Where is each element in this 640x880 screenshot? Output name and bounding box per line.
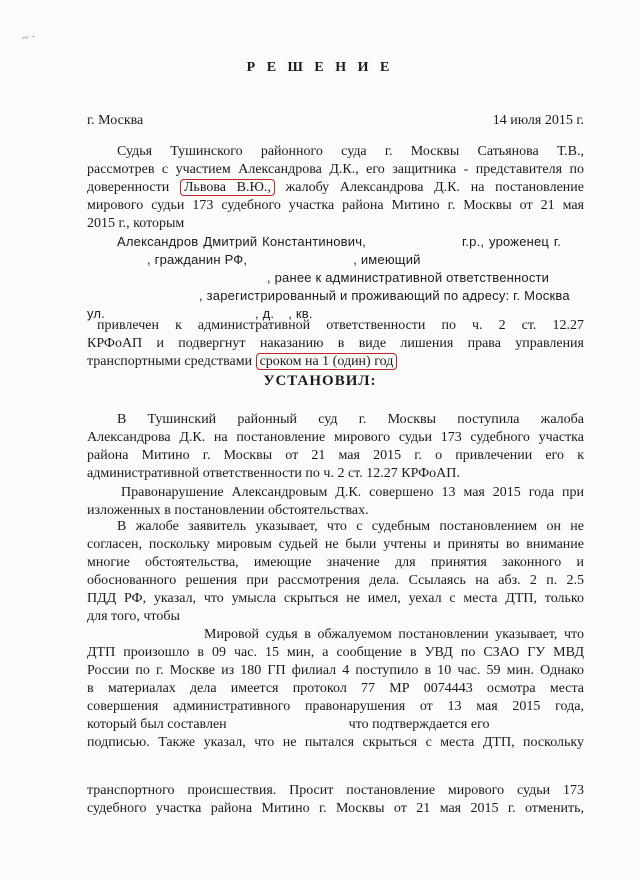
text-line: административной ответственности по ч. 2 ст. 12.27 КРФоАП. [87,466,460,481]
text-line [87,269,584,287]
text-line [87,251,584,269]
text-fragment: , имеющий [353,252,421,267]
highlighted-term: сроком на 1 (один) год [256,353,398,370]
text-fragment: г.р., уроженец г. [462,234,562,249]
body-paragraph-1 [87,411,584,483]
text-line: 2015 г., которым [87,216,185,231]
text-line [87,353,584,371]
text-fragment: , гражданин РФ, [147,252,248,267]
text-line: изложенных в постановлении обстоятельствах. [87,503,369,518]
intro-paragraph [87,143,584,233]
text-line: мирового судьи 173 судебного участка района Митино г. Москвы от 21 мая [87,198,584,213]
document-date: 14 июля 2015 г. [492,113,584,128]
text-line: совершения административного правонарушения от 13 мая 2015 года, [87,699,584,714]
text-line: транспортного происшествия. Просит постановление мирового судьи 173 [87,783,584,798]
penalty-paragraph [87,317,584,371]
section-heading: УСТАНОВИЛ: [263,373,377,389]
body-paragraph-4 [87,626,584,752]
text-line: судебного участка района Митино г. Москвы от 21 мая 2015 г. отменить, [87,801,584,816]
text-line: согласен, поскольку мировым судьей не были учтены и приняты во внимание [87,537,584,552]
text-line: ДТП произошло в 09 час. 15 мин, а сообщение в УВД по СЗАО ГУ МВД [87,645,584,660]
text-line: ПДД РФ, указал, что умысла скрыться не имел, уехал с места ДТП, только [87,591,584,606]
text-fragment: Александров Дмитрий Константинович, [117,234,366,249]
text-line: Судья Тушинского районного суда г. Москвы Сатьянова Т.В., [117,144,584,159]
text-fragment: , д. [255,306,275,321]
text-fragment: , зарегистрированный и проживающий по адресу: г. Москва [199,288,570,303]
person-paragraph [87,233,584,323]
text-line: Правонарушение Александровым Д.К. совершено 13 мая 2015 года при [121,485,584,500]
scan-mark: ~ · [21,29,37,45]
text-fragment: жалобу Александрова Д.К. на постановление [274,180,584,195]
text-line: района Митино г. Москвы от 21 мая 2015 г. о привлечении его к [87,448,584,463]
document-title: Р Е Ш Е Н И Е [246,60,394,75]
text-fragment: , кв. [288,306,313,321]
text-line [87,287,584,305]
text-fragment: доверенности [87,180,180,195]
text-line: Александрова Д.К. на постановление мирового судьи 173 судебного участка [87,430,584,445]
text-fragment: транспортными средствами [87,354,256,369]
text-line [87,716,584,734]
text-line: обоснованного решения при рассмотрения дела. Ссылаясь на абз. 2 п. 2.5 [87,573,584,588]
text-fragment: ул. [87,306,106,321]
text-line: многие обстоятельства, имеющие значение для принятия законного и [87,555,584,570]
city: г. Москва [87,113,144,128]
text-line: Мировой судья в обжалуемом постановлении указывает, что [204,627,584,642]
body-paragraph-3 [87,518,584,626]
text-line: привлечен к административной ответственности по ч. 2 ст. 12.27 [97,318,584,333]
text-fragment: который был составлен [87,717,227,732]
text-fragment: что подтверждается его [348,717,490,732]
text-line: В Тушинский районный суд г. Москвы поступила жалоба [117,412,584,427]
text-line: в материалах дела имеется протокол 77 МР 0074443 осмотра места [87,681,584,696]
text-line: России по г. Москве из 180 ГП филиал 4 поступило в 10 час. 59 мин. Однако [87,663,584,678]
text-line: рассмотрев с участием Александрова Д.К., его защитника - представителя по [87,162,584,177]
body-paragraph-5 [87,782,584,818]
text-line: подписью. Также указал, что не пытался скрыться с места ДТП, поскольку [87,735,584,750]
text-line [87,233,584,251]
text-fragment: , ранее к административной ответственности [267,270,550,285]
highlighted-name: Львова В.Ю., [180,179,275,196]
body-paragraph-2 [87,484,584,520]
text-line [87,179,584,197]
text-line: для того, чтобы [87,609,180,624]
text-line: В жалобе заявитель указывает, что с судебным постановлением он не [117,519,584,534]
text-line: КРФоАП и подвергнут наказанию в виде лишения права управления [87,336,584,351]
